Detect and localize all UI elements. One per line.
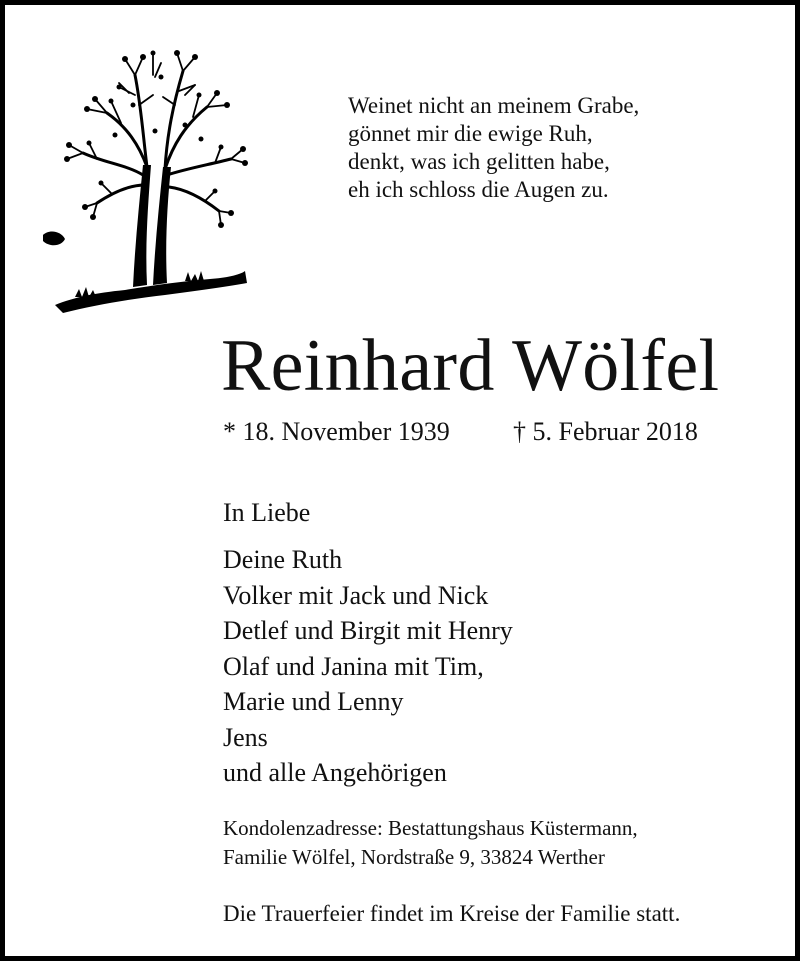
mourner-line: Marie und Lenny	[223, 687, 404, 716]
mourners-list	[223, 542, 513, 791]
poem-line: gönnet mir die ewige Ruh,	[348, 121, 593, 146]
tree-silhouette-icon	[35, 35, 255, 315]
poem-line: eh ich schloss die Augen zu.	[348, 177, 609, 202]
mourner-line: Olaf und Janina mit Tim,	[223, 651, 484, 681]
mourner-line: und alle Angehörigen	[223, 758, 447, 787]
condolence-address	[223, 814, 638, 872]
poem	[348, 92, 639, 204]
deceased-name: Reinhard Wölfel	[221, 325, 720, 407]
poem-line: Weinet nicht an meinem Grabe,	[348, 93, 640, 118]
life-dates	[223, 416, 698, 448]
mourner-line: Jens	[223, 722, 268, 752]
birth-date: * 18. November 1939	[223, 417, 450, 446]
ceremony-note: Die Trauerfeier findet im Kreise der Familie statt.	[223, 901, 681, 926]
mourners-intro: In Liebe	[223, 498, 311, 527]
death-date: † 5. Februar 2018	[513, 417, 698, 446]
mourner-line: Volker mit Jack und Nick	[223, 580, 489, 610]
mourner-line: Detlef und Birgit mit Henry	[223, 616, 513, 645]
address-line: Familie Wölfel, Nordstraße 9, 33824 Werther	[223, 845, 605, 869]
mourner-line: Deine Ruth	[223, 545, 343, 574]
poem-line: denkt, was ich gelitten habe,	[348, 149, 610, 174]
address-line: Kondolenzadresse: Bestattungshaus Küstermann,	[223, 816, 638, 840]
